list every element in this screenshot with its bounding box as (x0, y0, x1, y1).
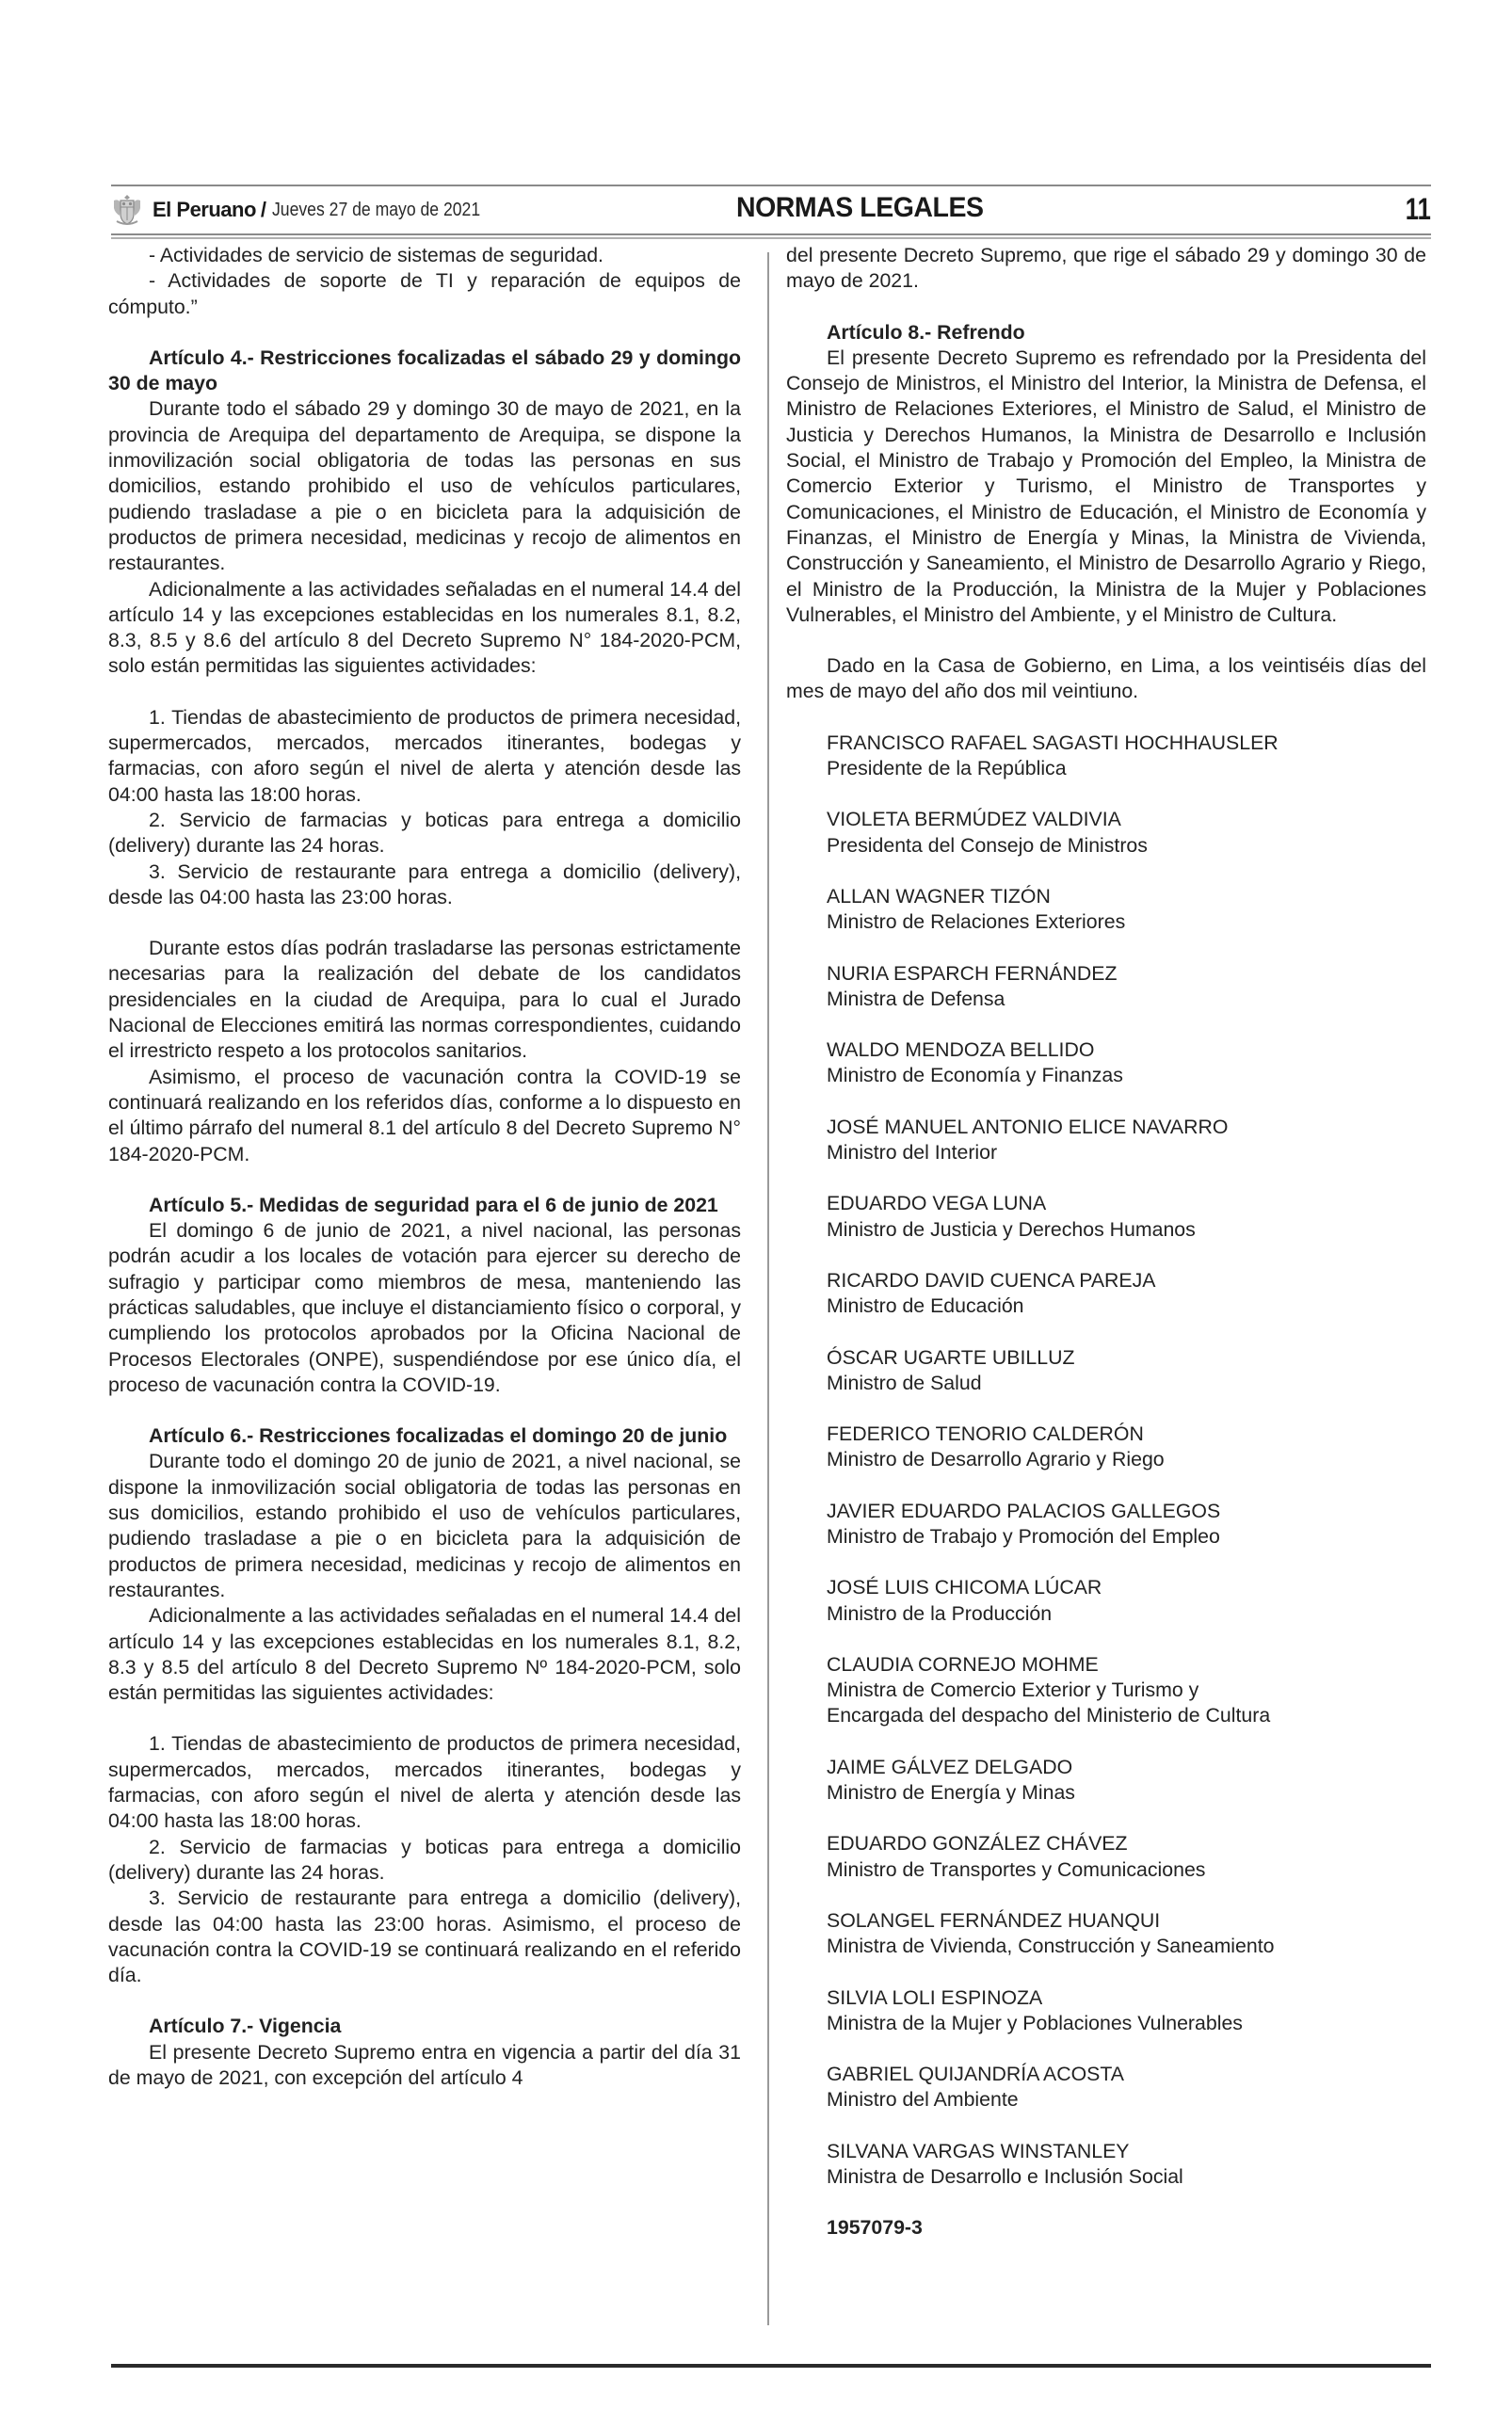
page-header (111, 188, 1431, 232)
signatory (827, 1191, 1426, 1243)
signatory (827, 731, 1426, 782)
header-rule-bottom-2 (111, 237, 1431, 239)
header-rule-top (111, 185, 1431, 186)
signatory-role: Ministro de Desarrollo Agrario y Riego (827, 1448, 1165, 1471)
signatory-name: NURIA ESPARCH FERNÁNDEZ (827, 961, 1118, 985)
signatory-name: CLAUDIA CORNEJO MOHME (827, 1652, 1099, 1676)
section-title: NORMAS LEGALES (736, 192, 984, 223)
signatory (827, 2139, 1426, 2191)
signatory-role: Presidenta del Consejo de Ministros (827, 833, 1148, 857)
signatory (827, 1422, 1426, 1473)
article-7-continuation: del presente Decreto Supremo, que rige el sábado 29 y domingo 30 de mayo de 2021. (786, 244, 1426, 293)
article-4-list-item: 3. Servicio de restaurante para entrega a domicilio (delivery), desde las 04:00 hasta las 23:00 horas. (108, 860, 741, 908)
signatory-name: JAIME GÁLVEZ DELGADO (827, 1755, 1073, 1778)
article-4-list-item: 1. Tiendas de abastecimiento de productos de primera necesidad, supermercados, mercados, mercados itinerantes, bodegas y farmacias, con aforo según el nivel de alerta y atención desde las 04:00 hasta las 18:00 horas. (108, 705, 741, 806)
signatories-list (827, 731, 1426, 2191)
signatory-role: Ministro de Energía y Minas (827, 1781, 1075, 1805)
signatory (827, 884, 1426, 936)
signatory-name: RICARDO DAVID CUENCA PAREJA (827, 1268, 1156, 1292)
page-number: 11 (1405, 192, 1431, 226)
header-separator: / (260, 198, 267, 221)
signatory-role: Ministro de Transportes y Comunicaciones (827, 1857, 1206, 1881)
signatory-name: JOSÉ MANUEL ANTONIO ELICE NAVARRO (827, 1115, 1229, 1138)
signatory-role: Ministro de Salud (827, 1371, 982, 1394)
signatory-role: Ministro del Ambiente (827, 2088, 1019, 2112)
signatory-name: VIOLETA BERMÚDEZ VALDIVIA (827, 808, 1121, 831)
article-7-title: Artículo 7.- Vigencia (149, 2015, 342, 2038)
article-8-title: Artículo 8.- Refrendo (827, 320, 1025, 344)
peru-coat-of-arms-icon (111, 193, 143, 227)
signatory-role: Ministro del Interior (827, 1141, 998, 1165)
article-4-paragraph: Durante todo el sábado 29 y domingo 30 de mayo de 2021, en la provincia de Arequipa del departamento de Arequipa, se dispone la inmovilización social obligatoria de todas las personas en sus domicilios, estando prohibido el uso de vehículos particulares, pudiendo trasladase a pie o en bicicleta para la adquisición de productos de primera necesidad, medicinas y recojo de alimentos en restaurantes. (108, 397, 741, 575)
signatory-name: FEDERICO TENORIO CALDERÓN (827, 1422, 1144, 1446)
signatory-role: Ministra de Vivienda, Construcción y Saneamiento (827, 1935, 1275, 1958)
signatory (827, 1985, 1426, 2037)
signatory-name: SILVIA LOLI ESPINOZA (827, 1985, 1043, 2009)
right-column (786, 243, 1426, 2241)
signatory-name: EDUARDO GONZÁLEZ CHÁVEZ (827, 1832, 1128, 1856)
signatory-name: SILVANA VARGAS WINSTANLEY (827, 2139, 1130, 2162)
closing-formula: Dado en la Casa de Gobierno, en Lima, a los veintiséis días del mes de mayo del año dos mil veintiuno. (786, 654, 1426, 703)
column-divider (767, 252, 769, 2325)
article-6-list-item: 2. Servicio de farmacias y boticas para entrega a domicilio (delivery) durante las 24 horas. (108, 1835, 741, 1884)
article-5-paragraph: El domingo 6 de junio de 2021, a nivel nacional, las personas podrán acudir a los locales de votación para ejercer su derecho de sufragio y participar como miembros de mesa, manteniendo las prácticas saludables, que incluye el distanciamiento físico o corporal, y cumpliendo los protocolos aprobados por la Oficina Nacional de Procesos Electorales (ONPE), suspendiéndose por ese único día, el proceso de vacunación contra la COVID-19. (108, 1219, 741, 1396)
signatory-name: WALDO MENDOZA BELLIDO (827, 1038, 1095, 1062)
article-8-paragraph: El presente Decreto Supremo es refrendado por la Presidenta del Consejo de Ministros, el Ministro del Interior, la Ministra de Defensa, el Ministro de Relaciones Exteriores, el Ministro de Salud, el Ministro de Justicia y Derechos Humanos, la Ministra de Desarrollo e Inclusión Social, el Ministro de Trabajo y Promoción del Empleo, la Ministra de Comercio Exterior y Turismo, el Ministro de Transportes y Comunicaciones, el Ministro de Educación, el Ministro de Economía y Finanzas, el Ministro de Energía y Minas, la Ministra de Vivienda, Construcción y Saneamiento, el Ministro de Desarrollo Agrario y Riego, el Ministro de la Producción, la Ministra de la Mujer y Poblaciones Vulnerables, el Ministro del Ambiente, y el Ministro de Cultura. (786, 345, 1426, 626)
article-6-list-item: 3. Servicio de restaurante para entrega a domicilio (delivery), desde las 04:00 hasta las 23:00 horas. Asimismo, el proceso de vacunación contra la COVID-19 se continuará realizando en el referido día. (108, 1887, 741, 1987)
signatory-role: Ministro de la Producción (827, 1601, 1053, 1625)
signatory (827, 807, 1426, 859)
signatory (827, 1575, 1426, 1627)
header-rule-bottom-1 (111, 233, 1431, 235)
article-4-list-item: 2. Servicio de farmacias y boticas para entrega a domicilio (delivery) durante las 24 horas. (108, 808, 741, 858)
signatory-name: FRANCISCO RAFAEL SAGASTI HOCHHAUSLER (827, 731, 1279, 754)
signatory-role: Ministro de Economía y Finanzas (827, 1064, 1123, 1087)
signatory-role: Ministro de Educación (827, 1294, 1024, 1318)
publication-date: Jueves 27 de mayo de 2021 (272, 199, 481, 220)
left-column (108, 243, 741, 2091)
signatory-role: Presidente de la República (827, 757, 1067, 780)
article-6-paragraph: Durante todo el domingo 20 de junio de 2021, a nivel nacional, se dispone la inmovilización social obligatoria de todas las personas en sus domicilios, estando prohibido el uso de vehículos particulares, pudiendo trasladase a pie o en bicicleta para la adquisición de productos de primera necesidad, medicinas y recojo de alimentos en restaurantes. (108, 1450, 741, 1601)
article-4-paragraph: Adicionalmente a las actividades señaladas en el numeral 14.4 del artículo 14 y las excepciones establecidas en los numerales 8.1, 8.2, 8.3, 8.5 y 8.6 del artículo 8 del Decreto Supremo N° 184-2020-PCM, solo están permitidas las siguientes actividades: (108, 577, 741, 678)
signatory-name: GABRIEL QUIJANDRÍA ACOSTA (827, 2063, 1124, 2086)
signatory-role: Ministra de Defensa (827, 987, 1005, 1010)
document-code: 1957079-3 (827, 2216, 923, 2240)
article-4-title: Artículo 4.- Restricciones focalizadas el sábado 29 y domingo 30 de mayo (108, 345, 741, 395)
signatory-name: JOSÉ LUIS CHICOMA LÚCAR (827, 1576, 1102, 1599)
signatory (827, 1499, 1426, 1550)
list-item: - Actividades de soporte de TI y reparación de equipos de cómputo.” (108, 269, 741, 318)
signatory (827, 961, 1426, 1013)
signatory-name: EDUARDO VEGA LUNA (827, 1192, 1047, 1215)
signatory (827, 1652, 1426, 1729)
signatory (827, 1345, 1426, 1397)
newspaper-brand: El Peruano (153, 198, 256, 221)
signatory (827, 1755, 1426, 1807)
article-5-title: Artículo 5.- Medidas de seguridad para el 6 de junio de 2021 (149, 1193, 718, 1216)
signatory-role: Ministra de Comercio Exterior y Turismo y (827, 1679, 1199, 1702)
article-7-paragraph: El presente Decreto Supremo entra en vigencia a partir del día 31 de mayo de 2021, con excepción del artículo 4 (108, 2040, 741, 2089)
signatory-role: Ministro de Justicia y Derechos Humanos (827, 1217, 1196, 1241)
signatory (827, 1115, 1426, 1166)
signatory-role: Ministra de la Mujer y Poblaciones Vulnerables (827, 2011, 1243, 2034)
list-item: - Actividades de servicio de sistemas de seguridad. (149, 244, 603, 266)
article-6-paragraph: Adicionalmente a las actividades señaladas en el numeral 14.4 del artículo 14 y las excepciones establecidas en los numerales 8.1, 8.2, 8.3 y 8.5 del artículo 8 del Decreto Supremo Nº 184-2020-PCM, solo están permitidas las siguientes actividades: (108, 1604, 741, 1705)
signatory-role-secondary: Encargada del despacho del Ministerio de Cultura (827, 1704, 1271, 1727)
article-6-title: Artículo 6.- Restricciones focalizadas el domingo 20 de junio (149, 1424, 728, 1448)
signatory-role: Ministro de Relaciones Exteriores (827, 910, 1126, 934)
article-6-list-item: 1. Tiendas de abastecimiento de productos de primera necesidad, supermercados, mercados, mercados itinerantes, bodegas y farmacias, con aforo según el nivel de alerta y atención desde las 04:00 hasta las 18:00 horas. (108, 1732, 741, 1833)
signatory (827, 1908, 1426, 1960)
signatory-name: SOLANGEL FERNÁNDEZ HUANQUI (827, 1908, 1161, 1932)
signatory-name: JAVIER EDUARDO PALACIOS GALLEGOS (827, 1499, 1221, 1522)
signatory (827, 1831, 1426, 1883)
signatory (827, 1037, 1426, 1089)
signatory-name: ALLAN WAGNER TIZÓN (827, 884, 1051, 908)
article-4-paragraph: Durante estos días podrán trasladarse las personas estrictamente necesarias para la realización del debate de los candidatos presidenciales en la ciudad de Arequipa, para lo cual el Jurado Nacional de Elecciones emitirá las normas correspondientes, cuidando el irrestricto respeto a los protocolos sanitarios. (108, 937, 741, 1063)
signatory-role: Ministra de Desarrollo e Inclusión Social (827, 2165, 1183, 2189)
signatory-role: Ministro de Trabajo y Promoción del Empleo (827, 1524, 1220, 1548)
article-4-paragraph: Asimismo, el proceso de vacunación contra la COVID-19 se continuará realizando en los referidos días, conforme a lo dispuesto en el último párrafo del numeral 8.1 del artículo 8 del Decreto Supremo N° 184-2020-PCM. (108, 1065, 741, 1165)
signatory (827, 2062, 1426, 2113)
signatory (827, 1268, 1426, 1320)
signatory-name: ÓSCAR UGARTE UBILLUZ (827, 1345, 1075, 1369)
footer-rule (111, 2364, 1431, 2368)
